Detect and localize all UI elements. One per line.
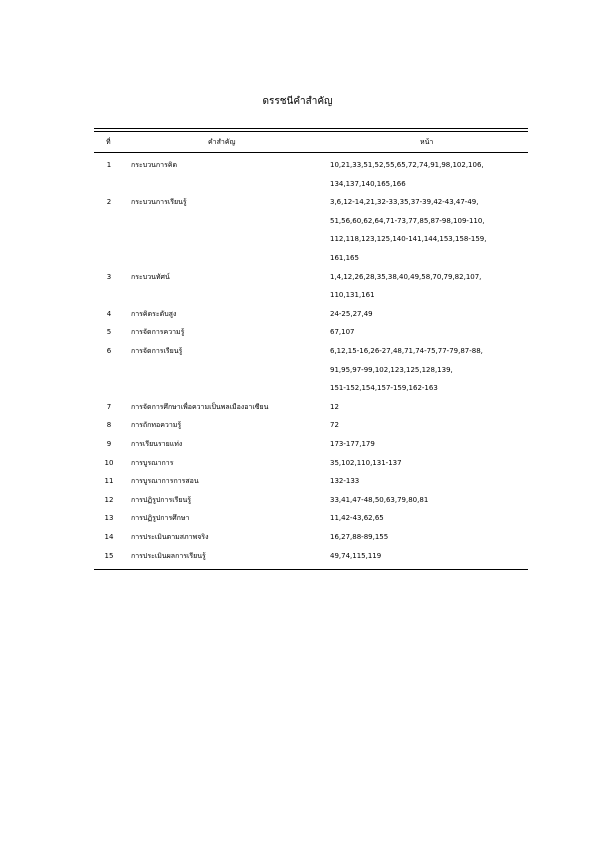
row-term: การประเมินตามสภาพจริง [131,532,209,541]
page-list-line: 67,107 [330,328,355,337]
page-list-line: 33,41,47-48,50,63,79,80,81 [330,495,429,504]
row-number: 6 [106,346,112,355]
row-term: การปฏิรูปการศึกษา [131,514,190,523]
page-list-line: 24-25,27,49 [330,309,373,318]
row-number: 8 [106,421,112,430]
page-list-line: 110,131,161 [330,291,375,300]
row-term: การคิดระดับสูง [131,309,177,318]
row-number: 11 [104,477,114,486]
row-number: 15 [104,551,114,560]
table-row [94,323,528,342]
table-row [94,528,528,547]
page-list-line: 151-152,154,157-159,162-163 [330,384,438,393]
page-list-line: 3,6,12-14,21,32-33,35,37-39,42-43,47-49, [330,198,479,207]
row-number: 10 [104,458,114,467]
row-term: กระบวนการเรียนรู้ [131,198,187,207]
table-row [94,435,528,454]
page-list-line: 132-133 [330,477,360,486]
index-table [94,128,528,570]
row-term: การจัดการเรียนรู้ [131,346,183,355]
table-row [94,342,528,398]
row-term: การเรียนรายแท่ง [131,439,183,448]
row-pages [330,268,528,305]
page-list-line: 16,27,88-89,155 [330,532,389,541]
table-row [94,547,528,566]
row-pages [330,509,528,528]
table-row [94,268,528,305]
row-term: การปฏิรูปการเรียนรู้ [131,495,192,504]
row-pages [330,528,528,547]
row-pages [330,416,528,435]
row-term: กระบวนทัศน์ [131,272,170,281]
page-list-line: 35,102,110,131-137 [330,458,402,467]
row-term: การประเมินผลการเรียนรู้ [131,551,206,560]
page-list-line: 161,165 [330,253,359,262]
row-number: 2 [106,198,112,207]
row-term: การถักทอความรู้ [131,421,182,430]
row-number: 7 [106,402,112,411]
row-number: 14 [104,532,114,541]
header-page: หน้า [420,138,434,146]
table-row [94,305,528,324]
row-number: 3 [106,272,112,281]
row-pages [330,305,528,324]
page-list-line: 112,118,123,125,140-141,144,153,158-159, [330,235,487,244]
page-list-line: 134,137,140,165,166 [330,179,406,188]
table-body [94,153,528,569]
row-number: 5 [106,328,112,337]
row-pages [330,435,528,454]
page-list-line: 1,4,12,26,28,35,38,40,49,58,70,79,82,107, [330,272,482,281]
table-row [94,509,528,528]
page-list-line: 10,21,33,51,52,55,65,72,74,91,98,102,106, [330,161,484,169]
table-row [94,491,528,510]
header-term: คำสำคัญ [208,138,236,146]
row-pages [330,323,528,342]
page-list-line: 72 [330,421,339,430]
page-list-line: 6,12,15-16,26-27,48,71,74-75,77-79,87-88, [330,346,483,355]
row-pages [330,547,528,566]
row-number: 12 [104,495,114,504]
page-list-line: 91,95,97-99,102,123,125,128,139, [330,365,453,374]
row-term: กระบวนการคิด [131,161,178,169]
page-list-line: 11,42-43,62,65 [330,514,384,523]
row-pages [330,491,528,510]
table-row [94,454,528,473]
table-row [94,398,528,417]
header-no: ที่ [106,138,111,146]
table-row [94,472,528,491]
page-list-line: 49,74,115,119 [330,551,382,560]
page-title: ดรรชนีคำสำคัญ [262,96,333,107]
table-row [94,416,528,435]
row-pages [330,193,528,267]
table-bottom-rule [94,569,528,570]
row-pages [330,342,528,398]
page-list-line: 51,56,60,62,64,71-73,77,85,87-98,109-110, [330,216,485,225]
table-row [94,156,528,193]
row-pages [330,156,528,193]
row-term: การบูรณาการ [131,458,174,467]
row-pages [330,454,528,473]
row-term: การจัดการศึกษาเพื่อความเป็นพลเมืองอาเซียน [131,402,269,411]
table-header [94,132,528,153]
row-number: 4 [106,309,112,318]
row-pages [330,398,528,417]
row-number: 1 [106,161,112,169]
page-list-line: 173-177,179 [330,439,375,448]
row-pages [330,472,528,491]
row-term: การจัดการความรู้ [131,328,185,337]
row-number: 13 [104,514,114,523]
table-row [94,193,528,267]
row-term: การบูรณาการการสอน [131,477,199,486]
row-number: 9 [106,439,112,448]
page-list-line: 12 [330,402,339,411]
